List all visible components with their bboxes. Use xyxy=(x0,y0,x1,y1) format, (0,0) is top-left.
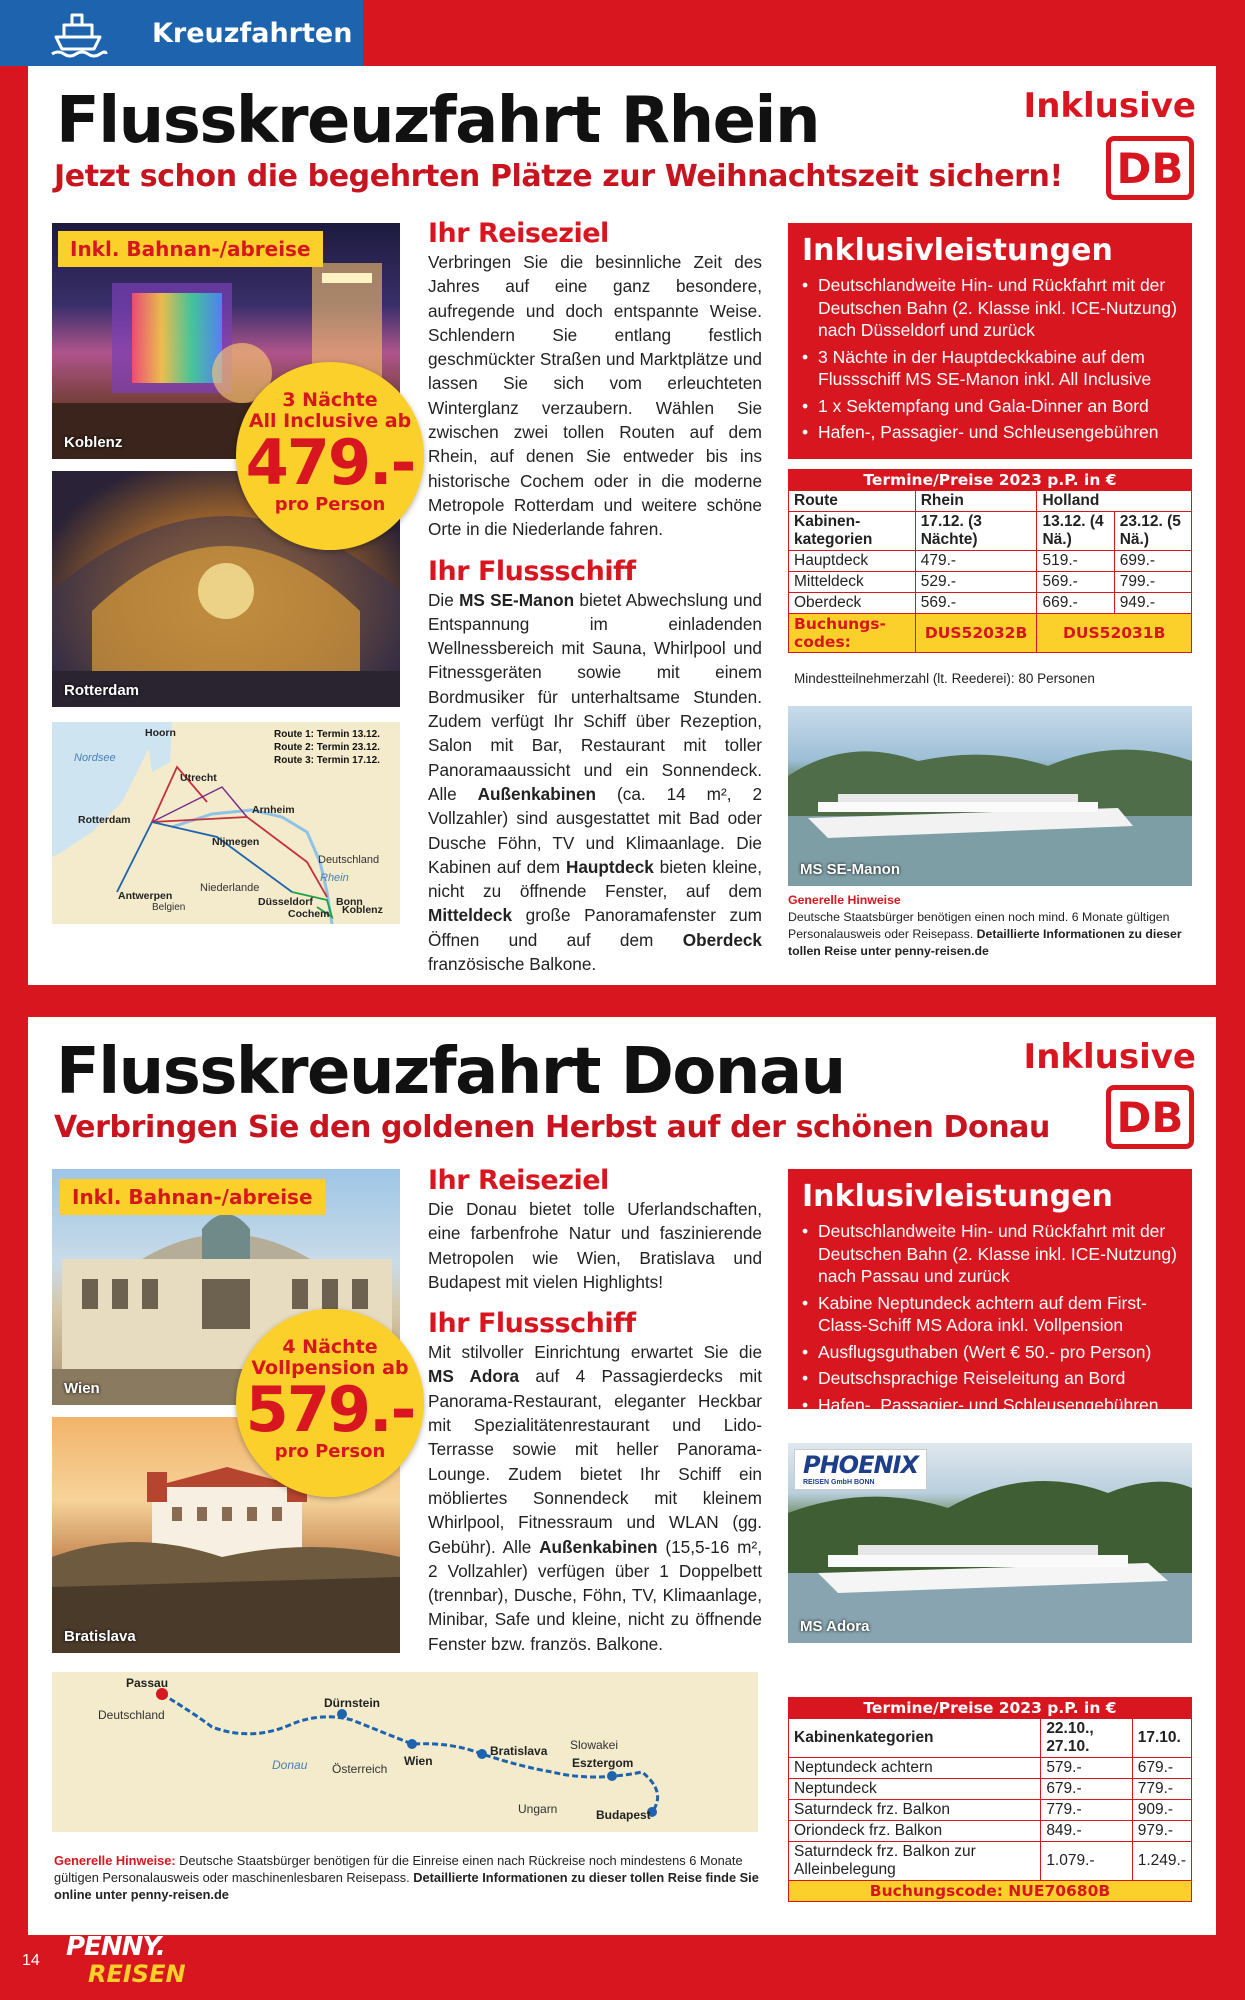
rhein-inclusive-list xyxy=(788,274,1192,444)
map-sea-label: Nordsee xyxy=(74,752,116,764)
rhein-schiff-heading: Ihr Flussschiff xyxy=(428,555,636,587)
table-cell: 23.12. (5 Nä.) xyxy=(1114,512,1191,551)
legend-route1: Route 1: Termin 13.12. xyxy=(274,729,380,740)
map-city-duesseldorf: Düsseldorf xyxy=(258,896,313,908)
table-cell: Kabinenkategorien xyxy=(789,1719,1041,1758)
map-country-hu: Ungarn xyxy=(518,1802,558,1816)
map-river-label: Rhein xyxy=(320,872,349,884)
category-label: Kreuzfahrten xyxy=(152,17,353,49)
rail-ribbon: Inkl. Bahnan-/abreise xyxy=(58,231,323,267)
donau-reiseziel-heading: Ihr Reiseziel xyxy=(428,1165,609,1196)
rhein-title: Flusskreuzfahrt Rhein xyxy=(56,84,820,158)
list-item: • Deutschsprachige Reiseleitung an Bord xyxy=(802,1367,1178,1390)
badge-per-person: pro Person xyxy=(274,1441,386,1462)
table-row: Neptundeck 679.- 779.- xyxy=(789,1779,1192,1800)
map-city-wien: Wien xyxy=(404,1754,433,1768)
booking-code[interactable]: DUS52031B xyxy=(1037,614,1192,653)
map-country-nl: Niederlande xyxy=(200,882,260,894)
rhein-offer-panel xyxy=(28,66,1216,985)
map-country-at: Österreich xyxy=(332,1762,388,1776)
rhein-inclusive-box xyxy=(788,223,1192,459)
map-city-esztergom: Esztergom xyxy=(572,1756,634,1770)
notes-label: Generelle Hinweise: xyxy=(54,1853,176,1868)
legend-route2: Route 2: Termin 23.12. xyxy=(274,742,380,753)
donau-general-notes xyxy=(54,1852,764,1903)
donau-price-badge xyxy=(236,1309,424,1497)
booking-code[interactable]: Buchungscode: NUE70680B xyxy=(789,1881,1192,1902)
penny-reisen-logo xyxy=(66,1932,186,1988)
map-city-cochem: Cochem xyxy=(288,908,330,920)
map-city-antwerpen: Antwerpen xyxy=(118,890,173,902)
table-row: Saturndeck frz. Balkon zur Alleinbelegung 1.079.- 1.249.- xyxy=(789,1842,1192,1881)
donau-inclusive-box xyxy=(788,1169,1192,1415)
list-item: • 3 Nächte in der Hauptdeckkabine auf dem Flussschiff MS SE-Manon inkl. All Inclusive xyxy=(802,346,1178,391)
map-city-budapest: Budapest xyxy=(596,1808,651,1822)
table-row: Hauptdeck 479.- 519.- 699.- xyxy=(789,551,1192,572)
rhein-description xyxy=(428,218,762,976)
rhein-reiseziel-heading: Ihr Reiseziel xyxy=(428,218,609,249)
list-item: • Ausflugsguthaben (Wert € 50.- pro Person) xyxy=(802,1341,1178,1364)
table-cell: 22.10., 27.10. xyxy=(1041,1719,1132,1758)
badge-per-person: pro Person xyxy=(274,494,386,515)
map-city-bonn: Bonn xyxy=(336,896,363,908)
donau-route-map xyxy=(52,1672,758,1832)
ship-caption: MS Adora xyxy=(800,1618,870,1635)
table-row: Neptundeck achtern 579.- 679.- xyxy=(789,1758,1192,1779)
db-logo: DB xyxy=(1106,1085,1194,1149)
table-cell: 17.10. xyxy=(1132,1719,1191,1758)
table-cell: Route xyxy=(789,491,916,512)
donau-subtitle: Verbringen Sie den goldenen Herbst auf der schönen Donau xyxy=(54,1110,1050,1145)
rhein-subtitle: Jetzt schon die begehrten Plätze zur Weihnachtszeit sichern! xyxy=(54,159,1063,194)
map-country-de: Deutschland xyxy=(98,1708,165,1722)
notes-link[interactable]: Detaillierte Informationen zu dieser tollen Reise finde Sie online unter penny-reisen.de xyxy=(54,1870,759,1902)
map-country-de: Deutschland xyxy=(318,854,380,866)
map-legend xyxy=(274,728,380,767)
notes-text: Deutsche Staatsbürger benötigen für die Einreise einen nach Rückreise noch mindestens 6 Monate gültigen Personalausweis oder maschinenlesbaren Reisepass. xyxy=(54,1853,743,1885)
donau-inclusive-heading: Inklusivleistungen xyxy=(802,1179,1113,1214)
table-cell: 13.12. (4 Nä.) xyxy=(1037,512,1114,551)
map-city-arnheim: Arnheim xyxy=(252,804,295,816)
donau-schiff-text: Mit stilvoller Einrichtung erwartet Sie die MS Adora auf 4 Passagierdecks mit Panorama-Restaurant, eleganter Heckbar mit Spezialitätenrestaurant und Lido-Terrasse sowie mit heller Panorama-Lounge. Zudem bietet Ihr Schiff ein möbliertes Sonnendeck mit kleinem Whirlpool, Fitnessraum und WLAN (gg. Gebühr). Alle Außenkabinen (15,5-16 m², 2 Vollzahler) verfügen über 1 Doppelbett (trennbar), Dusche, Föhn, TV, Klimaanlage, Minibar, Safe und kleine, nicht zu öffnende Fenster bzw. französ. Balkone. xyxy=(428,1342,763,1654)
table-cell: 17.12. (3 Nächte) xyxy=(915,512,1037,551)
table-cell: Holland xyxy=(1037,491,1192,512)
ms-adora-photo xyxy=(788,1443,1192,1643)
badge-board: All Inclusive ab xyxy=(248,410,412,432)
ms-se-manon-photo xyxy=(788,706,1192,886)
list-item: • Deutschlandweite Hin- und Rückfahrt mit der Deutschen Bahn (2. Klasse inkl. ICE-Nutzung) nach Passau und zurück xyxy=(802,1220,1178,1288)
notes-link[interactable]: Detaillierte Informationen zu dieser tollen Reise unter penny-reisen.de xyxy=(788,927,1182,958)
table-title: Termine/Preise 2023 p.P. in € xyxy=(789,470,1192,491)
phoenix-logo: PHOENIX REISEN GmbH BONN xyxy=(794,1449,927,1490)
db-logo: DB xyxy=(1106,136,1194,200)
legend-route3: Route 3: Termin 17.12. xyxy=(274,755,380,766)
badge-nights: 3 Nächte xyxy=(282,389,378,411)
list-item: • Hafen-, Passagier- und Schleusengebühren xyxy=(802,421,1178,444)
brand-reisen: REISEN xyxy=(88,1960,186,1988)
booking-code[interactable]: DUS52032B xyxy=(915,614,1037,653)
badge-board: Vollpension ab xyxy=(251,1357,409,1379)
notes-text: Deutsche Staatsbürger benötigen einen noch mind. 6 Monate gültigen Personalausweis oder Reisepass. xyxy=(788,910,1170,941)
map-country-be: Belgien xyxy=(152,902,186,913)
table-row: Oriondeck frz. Balkon 849.- 979.- xyxy=(789,1821,1192,1842)
rhein-price-table xyxy=(788,469,1192,653)
donau-map-svg xyxy=(52,1672,758,1832)
rhein-reiseziel-text: Verbringen Sie die besinnliche Zeit des Jahres auf eine ganz besondere, aufregende und doch entspannte Weise. Schlendern Sie entlang festlich geschmückter Straßen und Marktplätze und lassen Sie sich vom erleuchteten Winterglanz verzaubern. Wählen Sie zwischen zwei tollen Routen auf dem Rhein, auf denen Sie entweder bis ins historische Cochem oder in die moderne Metropole Rotterdam und weitere schöne Orte in die Niederlande fahren. xyxy=(428,252,762,540)
table-row: Oberdeck 569.- 669.- 949.- xyxy=(789,593,1192,614)
table-row: Mitteldeck 529.- 569.- 799.- xyxy=(789,572,1192,593)
map-city-bratislava: Bratislava xyxy=(490,1744,548,1758)
donau-reiseziel-text: Die Donau bietet tolle Uferlandschaften, eine farbenfrohe Natur und faszinierende Metropolen wie Wien, Bratislava und Budapest mit vielen Highlights! xyxy=(428,1199,762,1292)
page-number: 14 xyxy=(22,1952,40,1969)
rail-ribbon: Inkl. Bahnan-/abreise xyxy=(60,1179,325,1215)
list-item: • Kabine Neptundeck achtern auf dem First-Class-Schiff MS Adora inkl. Vollpension xyxy=(802,1292,1178,1337)
map-city-duernstein: Dürnstein xyxy=(324,1696,381,1710)
badge-price: 579.- xyxy=(245,1373,415,1446)
brand-penny: PENNY. xyxy=(66,1932,165,1962)
badge-price: 479.- xyxy=(245,426,415,499)
ship-caption: MS SE-Manon xyxy=(800,861,900,878)
category-tab[interactable] xyxy=(0,0,363,66)
rhein-price-badge xyxy=(236,362,424,550)
ship-illustration xyxy=(788,706,1192,886)
rhein-inclusive-heading: Inklusivleistungen xyxy=(802,233,1113,268)
table-cell: Kabinen-kategorien xyxy=(789,512,916,551)
bratislava-caption: Bratislava xyxy=(64,1628,136,1645)
map-river-label: Donau xyxy=(272,1758,308,1772)
notes-label: Generelle Hinweise xyxy=(788,893,901,907)
rhein-schiff-text: Die MS SE-Manon bietet Abwechslung und Entspannung im einladenden Wellnessbereich mit Sauna, Whirlpool und Fitnessgeräten sowie mit einem Bordmusiker für unterhaltsame Stunden. Zudem verfügt Ihr Schiff über Rezeption, Salon mit Bar, Restaurant mit toller Panoramaaussicht und ein Sonnendeck. Alle Außenkabinen (ca. 14 m², 2 Vollzahler) sind ausgestattet mit Bad oder Dusche Föhn, TV und Klimaanlage. Die Kabinen auf dem Hauptdeck bieten kleine, nicht zu öffnende Fenster, auf dem Mitteldeck große Panoramafenster zum Öffnen und auf dem Oberdeck französische Balkone. xyxy=(428,589,763,975)
map-city-nijmegen: Nijmegen xyxy=(212,836,260,848)
donau-offer-panel xyxy=(28,1017,1216,1935)
map-country-sk: Slowakei xyxy=(570,1738,619,1752)
map-city-koblenz: Koblenz xyxy=(342,904,383,916)
cruise-ship-icon xyxy=(48,7,108,59)
map-city-passau: Passau xyxy=(126,1676,169,1690)
donau-inklusive-label: Inklusive xyxy=(1023,1037,1196,1077)
table-title: Termine/Preise 2023 p.P. in € xyxy=(789,1698,1192,1719)
list-item: • Deutschlandweite Hin- und Rückfahrt mit der Deutschen Bahn (2. Klasse inkl. ICE-Nutzung) nach Düsseldorf und zurück xyxy=(802,274,1178,342)
donau-schiff-heading: Ihr Flussschiff xyxy=(428,1308,636,1340)
table-cell: Buchungs-codes: xyxy=(789,614,916,653)
donau-inclusive-list xyxy=(788,1220,1192,1416)
list-item: • Hafen-, Passagier- und Schleusengebühren xyxy=(802,1394,1178,1417)
map-city-rotterdam: Rotterdam xyxy=(78,814,131,826)
map-city-utrecht: Utrecht xyxy=(180,772,217,784)
wien-caption: Wien xyxy=(64,1380,100,1397)
map-city-hoorn: Hoorn xyxy=(145,727,176,739)
rhein-inklusive-label: Inklusive xyxy=(1023,86,1196,126)
donau-title: Flusskreuzfahrt Donau xyxy=(56,1035,845,1109)
rotterdam-caption: Rotterdam xyxy=(64,682,140,699)
rhein-general-notes xyxy=(788,892,1192,960)
min-participants: Mindestteilnehmerzahl (lt. Reederei): 80 Personen xyxy=(794,671,1095,686)
table-cell: Rhein xyxy=(915,491,1037,512)
koblenz-caption: Koblenz xyxy=(64,434,123,451)
donau-price-table xyxy=(788,1697,1192,1902)
rhein-route-map xyxy=(52,722,400,924)
badge-nights: 4 Nächte xyxy=(282,1336,378,1358)
list-item: • 1 x Sektempfang und Gala-Dinner an Bord xyxy=(802,395,1178,418)
table-row: Saturndeck frz. Balkon 779.- 909.- xyxy=(789,1800,1192,1821)
donau-description xyxy=(428,1165,762,1656)
